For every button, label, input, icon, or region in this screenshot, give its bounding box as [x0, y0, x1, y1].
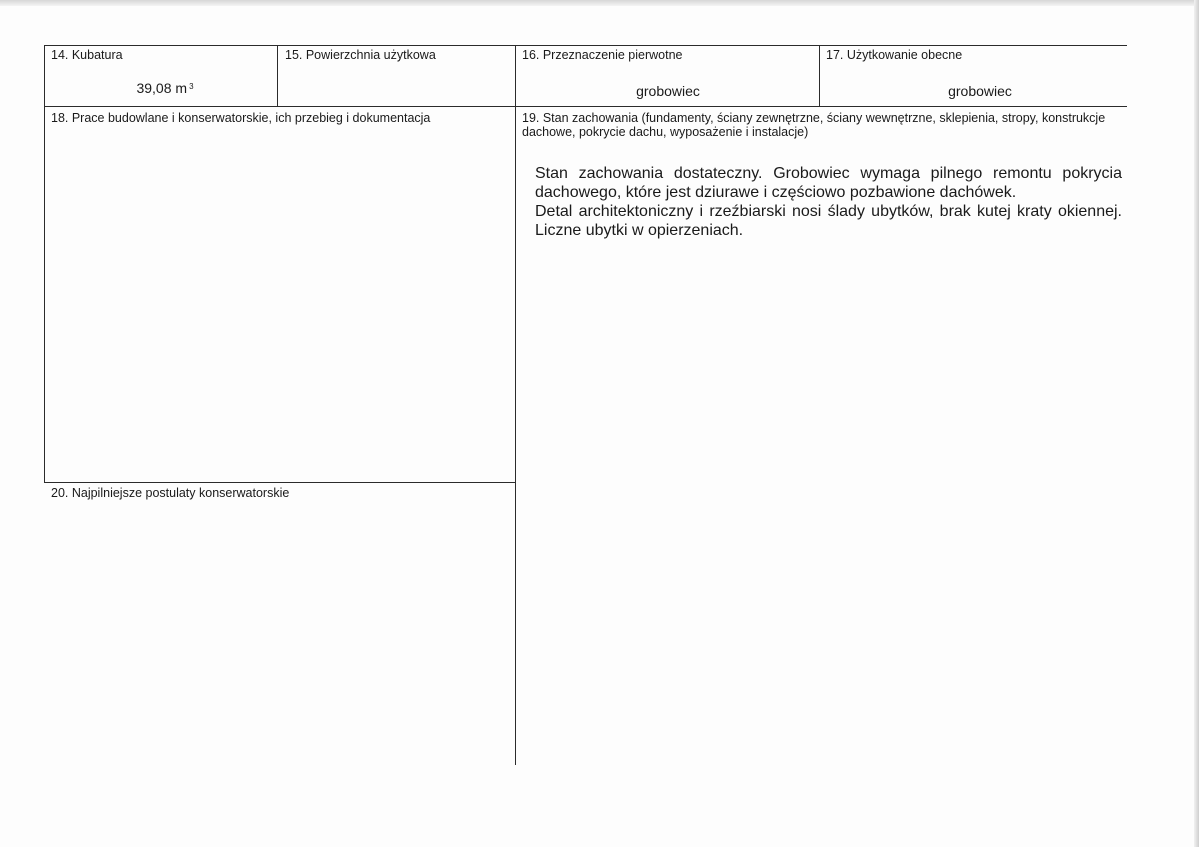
field-16-value: grobowiec [636, 83, 700, 99]
col-divider-16-17 [819, 45, 820, 107]
scan-shadow-right [1194, 0, 1199, 847]
field-17-label: 17. Użytkowanie obecne [826, 48, 963, 62]
table-top-border [44, 45, 1127, 46]
field-14-value [110, 80, 220, 96]
field-19-description [535, 164, 1122, 240]
col-divider-14-15 [277, 45, 278, 107]
condition-paragraph-1: Stan zachowania dostateczny. Grobowiec wymaga pilnego remontu pokrycia dachowego, które jest dziurawe i częściowo pozbawione dachówek. [535, 165, 1122, 201]
row-divider-18-19 [44, 106, 1127, 107]
row-divider-20 [44, 482, 516, 483]
field-15-label: 15. Powierzchnia użytkowa [285, 48, 436, 62]
left-border [44, 45, 45, 483]
scan-shadow-top [0, 0, 1199, 6]
volume-unit-exponent: 3 [189, 82, 194, 91]
field-18-label: 18. Prace budowlane i konserwatorskie, ich przebieg i dokumentacja [51, 111, 431, 125]
col-divider-center [515, 45, 516, 765]
field-20-label: 20. Najpilniejsze postulaty konserwatorskie [51, 486, 290, 500]
volume-value: 39,08 m [136, 80, 188, 96]
field-17-value: grobowiec [948, 83, 1012, 99]
field-16-label: 16. Przeznaczenie pierwotne [522, 48, 683, 62]
field-14-label: 14. Kubatura [51, 48, 123, 62]
condition-paragraph-2: Detal architektoniczny i rzeźbiarski nosi ślady ubytków, brak kutej kraty okiennej. Liczne ubytki w opierzeniach. [535, 203, 1122, 239]
field-19-label: 19. Stan zachowania (fundamenty, ściany zewnętrzne, ściany wewnętrzne, sklepienia, stropy, konstrukcje dachowe, pokrycie dachu, wyposażenie i instalacje) [522, 111, 1106, 139]
